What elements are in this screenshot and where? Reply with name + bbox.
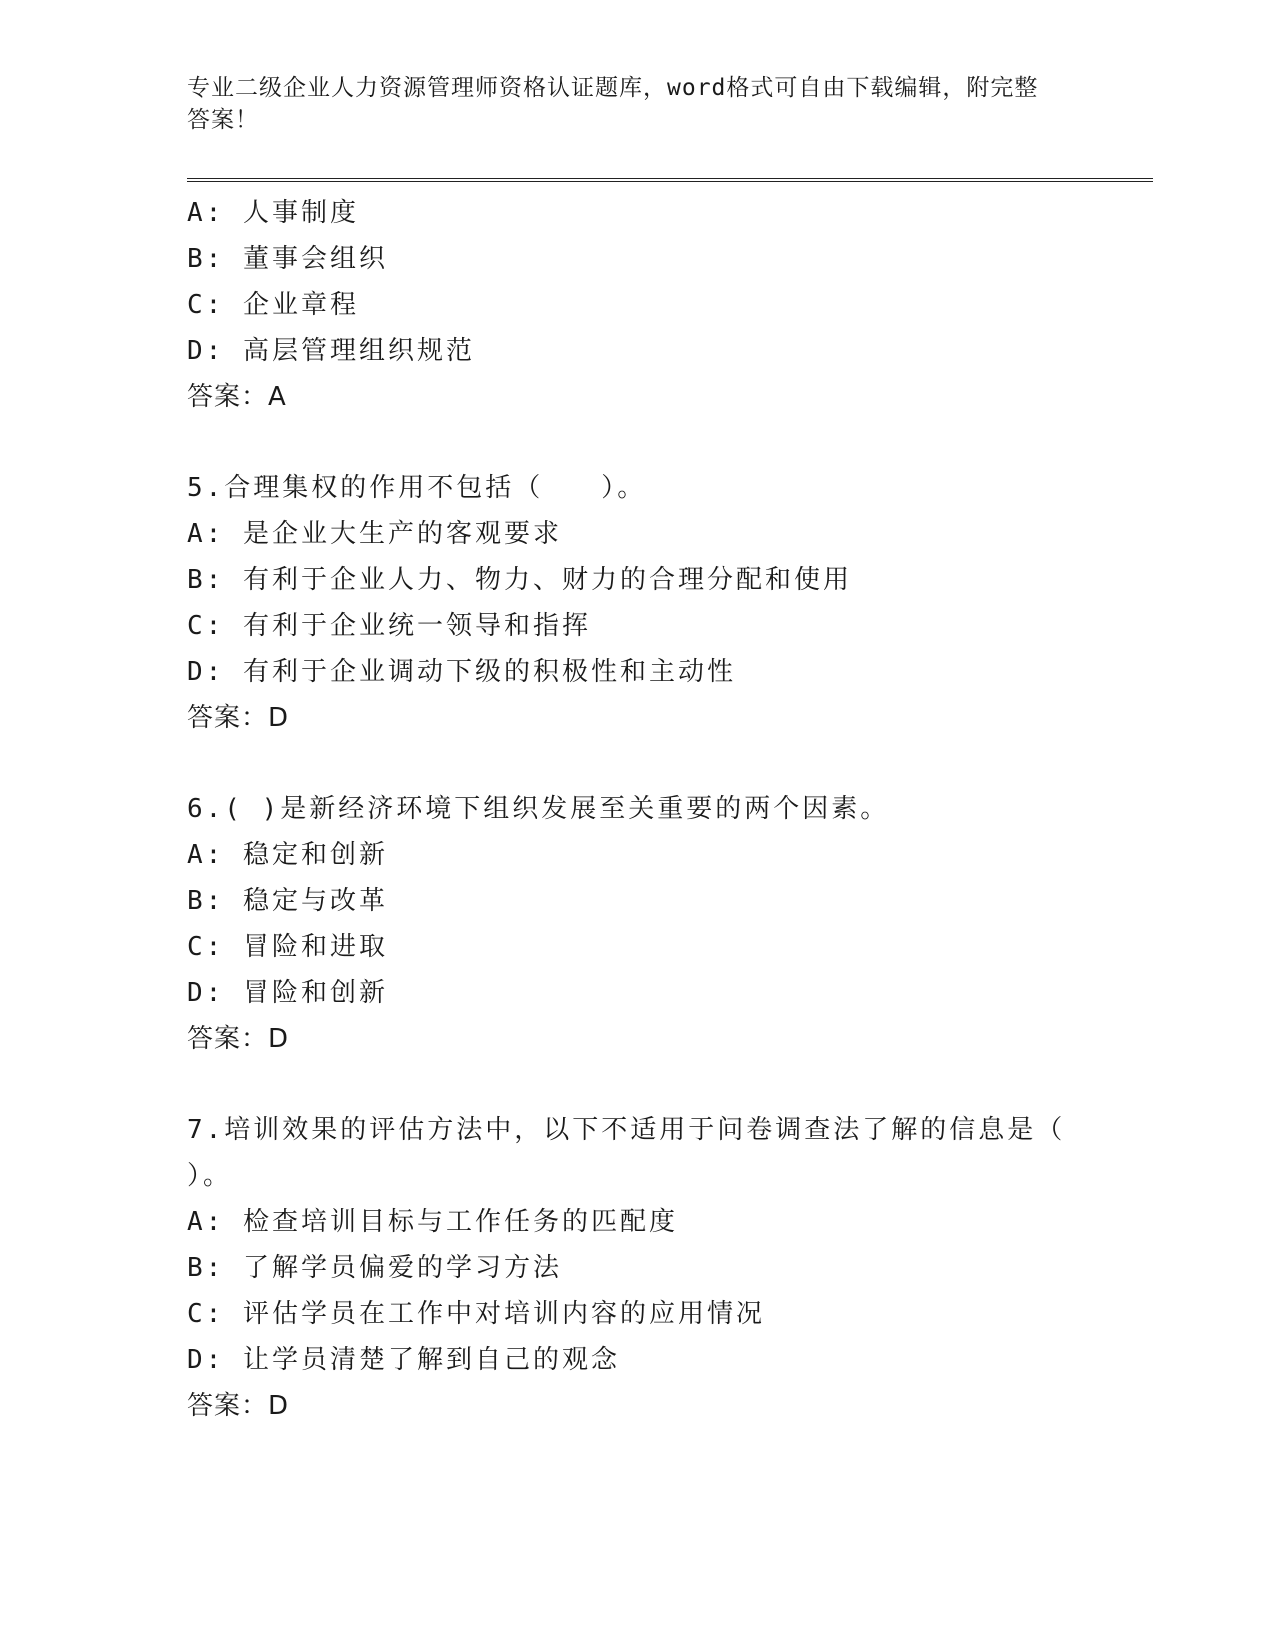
header-divider — [187, 178, 1153, 182]
question-text: 6.( )是新经济环境下组织发展至关重要的两个因素。 — [187, 794, 890, 824]
question-text: 7.培训效果的评估方法中，以下不适用于问卷调查法了解的信息是（ — [187, 1115, 1066, 1145]
question-5-block — [187, 465, 1087, 741]
option-a: A: 检查培训目标与工作任务的匹配度 — [187, 1207, 678, 1237]
option-d: D: 冒险和创新 — [187, 978, 388, 1008]
option-d: D: 有利于企业调动下级的积极性和主动性 — [187, 657, 736, 687]
question-6-block — [187, 786, 1087, 1062]
answer-line: 答案：D — [187, 1391, 290, 1421]
option-b: B: 了解学员偏爱的学习方法 — [187, 1253, 562, 1283]
block-spacer — [187, 741, 1087, 786]
option-d: D: 高层管理组织规范 — [187, 336, 475, 366]
header-line-1: 专业二级企业人力资源管理师资格认证题库，word格式可自由下载编辑，附完整 — [187, 75, 1039, 101]
answer-line: 答案：D — [187, 1024, 290, 1054]
option-b: B: 董事会组织 — [187, 244, 388, 274]
block-spacer — [187, 420, 1087, 465]
option-c: C: 冒险和进取 — [187, 932, 388, 962]
question-text: 5.合理集权的作用不包括（ ）。 — [187, 473, 647, 503]
answer-line: 答案：D — [187, 703, 290, 733]
option-d: D: 让学员清楚了解到自己的观念 — [187, 1345, 620, 1375]
block-spacer — [187, 1062, 1087, 1107]
option-c: C: 企业章程 — [187, 290, 359, 320]
option-a: A: 人事制度 — [187, 198, 359, 228]
option-b: B: 稳定与改革 — [187, 886, 388, 916]
answer-line: 答案：A — [187, 382, 287, 412]
option-b: B: 有利于企业人力、物力、财力的合理分配和使用 — [187, 565, 852, 595]
question-list — [187, 190, 1087, 1429]
question-4-block — [187, 190, 1087, 420]
option-a: A: 稳定和创新 — [187, 840, 388, 870]
option-c: C: 有利于企业统一领导和指挥 — [187, 611, 591, 641]
document-header — [187, 72, 1087, 136]
question-text-continued: ）。 — [187, 1161, 233, 1191]
option-c: C: 评估学员在工作中对培训内容的应用情况 — [187, 1299, 765, 1329]
question-7-block — [187, 1107, 1087, 1429]
option-a: A: 是企业大生产的客观要求 — [187, 519, 562, 549]
header-line-2: 答案！ — [187, 107, 259, 133]
